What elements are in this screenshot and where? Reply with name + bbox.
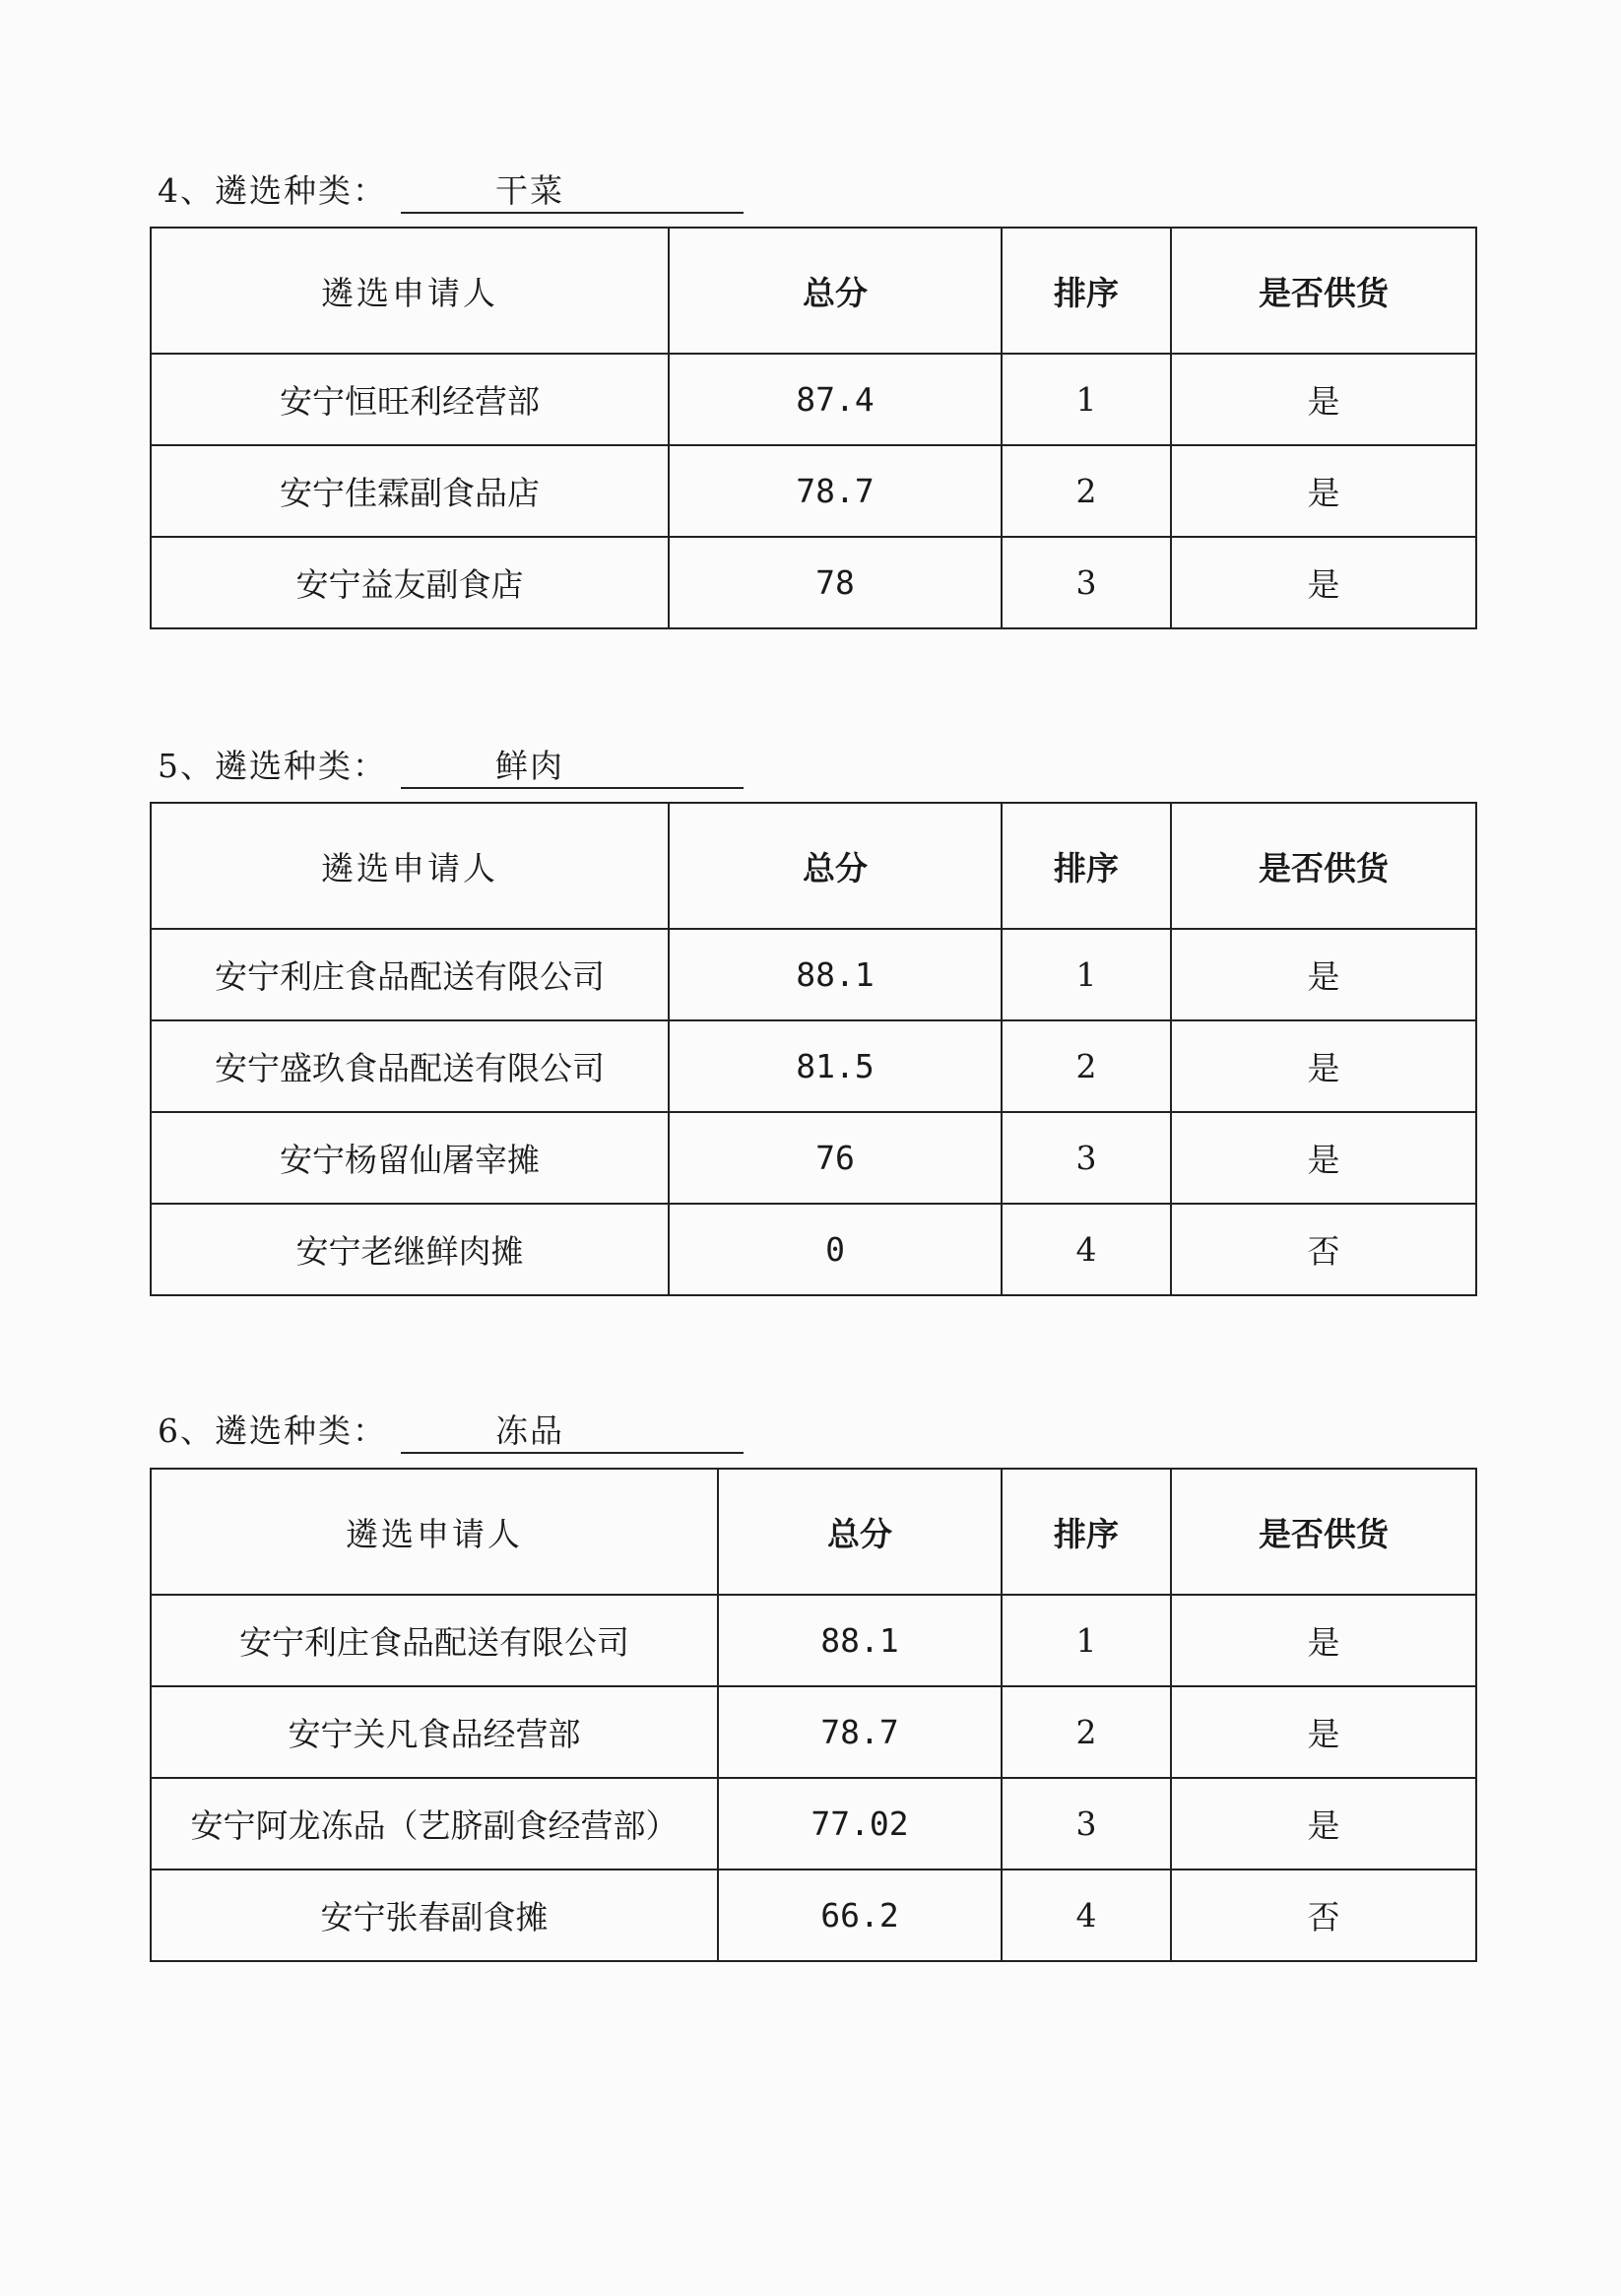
rank-value: 4	[1002, 1204, 1171, 1295]
header-rank: 排序	[1002, 228, 1171, 354]
rank-value: 1	[1002, 1595, 1171, 1686]
header-supply: 是否供货	[1171, 1469, 1476, 1595]
header-score: 总分	[718, 1469, 1002, 1595]
rank-value: 2	[1002, 1686, 1171, 1778]
supply-value: 是	[1171, 537, 1476, 628]
supply-value: 是	[1171, 445, 1476, 537]
score-value: 88.1	[718, 1595, 1002, 1686]
table-row	[151, 1686, 1476, 1778]
header-applicant: 遴选申请人	[151, 803, 669, 929]
applicant-name: 安宁利庄食品配送有限公司	[151, 1595, 718, 1686]
table-header-row	[151, 803, 1476, 929]
section-number-label: 4、遴选种类：	[158, 171, 387, 210]
applicant-name: 安宁张春副食摊	[151, 1870, 718, 1961]
applicant-name: 安宁关凡食品经营部	[151, 1686, 718, 1778]
applicant-name: 安宁佳霖副食品店	[151, 445, 669, 537]
table-row	[151, 1020, 1476, 1112]
section-title-4	[158, 165, 744, 214]
supply-value: 是	[1171, 1112, 1476, 1204]
table-row	[151, 1870, 1476, 1961]
score-value: 78.7	[718, 1686, 1002, 1778]
table-row	[151, 354, 1476, 445]
applicant-name: 安宁杨留仙屠宰摊	[151, 1112, 669, 1204]
supply-value: 是	[1171, 1595, 1476, 1686]
score-value: 0	[669, 1204, 1002, 1295]
selection-table-5	[150, 802, 1477, 1296]
applicant-name: 安宁盛玖食品配送有限公司	[151, 1020, 669, 1112]
applicant-name: 安宁利庄食品配送有限公司	[151, 929, 669, 1020]
header-supply: 是否供货	[1171, 803, 1476, 929]
category-blank: 鲜肉	[401, 741, 744, 789]
table-row	[151, 445, 1476, 537]
header-score: 总分	[669, 803, 1002, 929]
supply-value: 否	[1171, 1204, 1476, 1295]
rank-value: 2	[1002, 445, 1171, 537]
score-value: 88.1	[669, 929, 1002, 1020]
applicant-name: 安宁益友副食店	[151, 537, 669, 628]
score-value: 77.02	[718, 1778, 1002, 1870]
table-row	[151, 929, 1476, 1020]
header-applicant: 遴选申请人	[151, 228, 669, 354]
section-title-5	[158, 741, 744, 789]
rank-value: 3	[1002, 1778, 1171, 1870]
score-value: 87.4	[669, 354, 1002, 445]
supply-value: 否	[1171, 1870, 1476, 1961]
table-row	[151, 1778, 1476, 1870]
rank-value: 3	[1002, 1112, 1171, 1204]
supply-value: 是	[1171, 929, 1476, 1020]
header-score: 总分	[669, 228, 1002, 354]
score-value: 78	[669, 537, 1002, 628]
header-rank: 排序	[1002, 803, 1171, 929]
category-blank: 冻品	[401, 1406, 744, 1454]
table-row	[151, 537, 1476, 628]
section-number-label: 5、遴选种类：	[158, 747, 387, 785]
rank-value: 4	[1002, 1870, 1171, 1961]
rank-value: 2	[1002, 1020, 1171, 1112]
rank-value: 1	[1002, 929, 1171, 1020]
table-header-row	[151, 1469, 1476, 1595]
supply-value: 是	[1171, 1020, 1476, 1112]
applicant-name: 安宁阿龙冻品（艺脐副食经营部）	[151, 1778, 718, 1870]
selection-table-4	[150, 227, 1477, 629]
score-value: 76	[669, 1112, 1002, 1204]
rank-value: 1	[1002, 354, 1171, 445]
selection-table-6	[150, 1468, 1477, 1962]
applicant-name: 安宁老继鲜肉摊	[151, 1204, 669, 1295]
header-supply: 是否供货	[1171, 228, 1476, 354]
score-value: 81.5	[669, 1020, 1002, 1112]
rank-value: 3	[1002, 537, 1171, 628]
table-row	[151, 1112, 1476, 1204]
section-title-6	[158, 1406, 744, 1454]
table-header-row	[151, 228, 1476, 354]
section-number-label: 6、遴选种类：	[158, 1411, 387, 1450]
supply-value: 是	[1171, 1778, 1476, 1870]
table-row	[151, 1595, 1476, 1686]
score-value: 66.2	[718, 1870, 1002, 1961]
applicant-name: 安宁恒旺利经营部	[151, 354, 669, 445]
table-row	[151, 1204, 1476, 1295]
header-applicant: 遴选申请人	[151, 1469, 718, 1595]
supply-value: 是	[1171, 1686, 1476, 1778]
category-blank: 干菜	[401, 165, 744, 214]
supply-value: 是	[1171, 354, 1476, 445]
score-value: 78.7	[669, 445, 1002, 537]
header-rank: 排序	[1002, 1469, 1171, 1595]
